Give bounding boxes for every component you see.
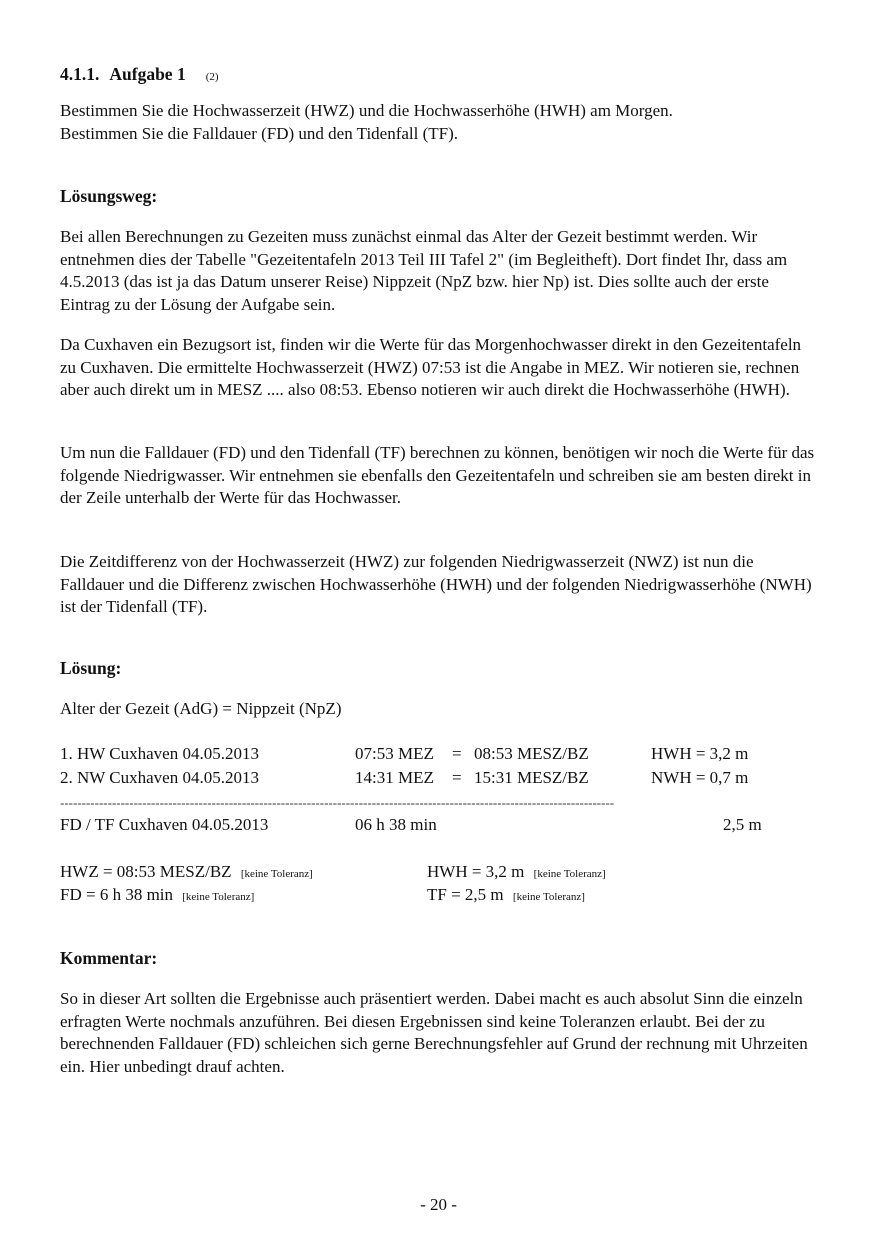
result-hwz-note: [keine Toleranz] <box>240 868 313 880</box>
result-fd-value: FD = 6 h 38 min <box>60 885 174 904</box>
fd-row-duration: 06 h 38 min <box>355 815 437 834</box>
section-title: Aufgabe 1 <box>109 64 186 84</box>
solution-path-paragraph-3: Um nun die Falldauer (FD) und den Tidenfall (TF) berechnen zu können, benötigen wir noch die Werte für das folgende Niedrigwasser. Wir entnehmen sie ebenfalls den Gezeitentafeln und schreiben sie am besten direkt in der Zeile unterhalb der Werte für das Hochwasser. <box>60 443 815 507</box>
age-of-tide-line: Alter der Gezeit (AdG) = Nippzeit (NpZ) <box>60 699 342 718</box>
nw-row-mez: 14:31 MEZ <box>355 768 434 787</box>
solution-path-paragraph-2: Da Cuxhaven ein Bezugsort ist, finden wir die Werte für das Morgenhochwasser direkt in den Gezeitentafeln zu Cuxhaven. Die ermittelte Hochwasserzeit (HWZ) 07:53 ist die Angabe in MEZ. Wir notieren sie, rechnen aber auch direkt um in MESZ .... also 08:53. Ebenso notieren wir auch direkt die Hochwasserhöhe (HWH). <box>60 335 802 399</box>
solution-path-paragraph-4: Die Zeitdifferenz von der Hochwasserzeit (HWZ) zur folgenden Niedrigwasserzeit (NWZ) ist nun die Falldauer und die Differenz zwischen Hochwasserhöhe (HWH) und der folgenden Niedrigwasserhöhe (NWH) ist der Tidenfall (TF). <box>60 552 812 616</box>
hw-row-label: 1. HW Cuxhaven 04.05.2013 <box>60 744 259 763</box>
section-heading <box>60 64 219 85</box>
task-line-1: Bestimmen Sie die Hochwasserzeit (HWZ) und die Hochwasserhöhe (HWH) am Morgen. <box>60 101 673 120</box>
result-hwz-value: HWZ = 08:53 MESZ/BZ <box>60 862 232 881</box>
task-line-2: Bestimmen Sie die Falldauer (FD) und den Tidenfall (TF). <box>60 124 459 143</box>
hw-row-eq: = <box>452 744 462 763</box>
dashed-divider: -------------------------------------------------------------------------------------------------------------------------------- <box>60 795 615 810</box>
nw-row-height: NWH = 0,7 m <box>651 768 749 787</box>
comment-text: So in dieser Art sollten die Ergebnisse auch präsentiert werden. Dabei macht es auch absolut Sinn die einzeln erfragten Werte nochmals anzuführen. Bei diesen Ergebnissen sind keine Toleranzen erlaubt. Bei der zu berechnenden Falldauer (FD) schleichen sich gerne Berechnungsfehler auf Grund der rechnung mit Uhrzeiten ein. Hier unbedingt drauf achten. <box>60 989 808 1076</box>
result-hwh <box>427 862 606 882</box>
section-points: (2) <box>205 71 219 83</box>
result-fd-note: [keine Toleranz] <box>182 891 255 903</box>
fd-row-fall: 2,5 m <box>723 815 762 834</box>
result-hwh-value: HWH = 3,2 m <box>427 862 525 881</box>
nw-row-label: 2. NW Cuxhaven 04.05.2013 <box>60 768 259 787</box>
comment-heading: Kommentar: <box>60 948 158 968</box>
result-hwh-note: [keine Toleranz] <box>533 868 606 880</box>
result-hwz <box>60 862 313 882</box>
hw-row-height: HWH = 3,2 m <box>651 744 749 763</box>
hw-row-mez: 07:53 MEZ <box>355 744 434 763</box>
nw-row-mesz: 15:31 MESZ/BZ <box>474 768 589 787</box>
hw-row-mesz: 08:53 MESZ/BZ <box>474 744 589 763</box>
nw-row-eq: = <box>452 768 462 787</box>
result-fd <box>60 885 254 905</box>
result-tf-value: TF = 2,5 m <box>427 885 504 904</box>
fd-row-label: FD / TF Cuxhaven 04.05.2013 <box>60 815 269 834</box>
solution-path-heading: Lösungsweg: <box>60 186 158 206</box>
result-tf <box>427 885 585 905</box>
solution-heading: Lösung: <box>60 658 122 678</box>
solution-path-paragraph-1: Bei allen Berechnungen zu Gezeiten muss zunächst einmal das Alter der Gezeit bestimmt werden. Wir entnehmen dies der Tabelle "Gezeitentafeln 2013 Teil III Tafel 2" (im Begleitheft). Dort findet Ihr, dass am 4.5.2013 (das ist ja das Datum unserer Reise) Nippzeit (NpZ bzw. hier Np) ist. Dies sollte auch der erste Eintrag zu der Lösung der Aufgabe sein. <box>60 227 788 314</box>
result-tf-note: [keine Toleranz] <box>512 891 585 903</box>
page-number: - 20 - <box>420 1195 457 1214</box>
section-number: 4.1.1. <box>60 64 100 84</box>
